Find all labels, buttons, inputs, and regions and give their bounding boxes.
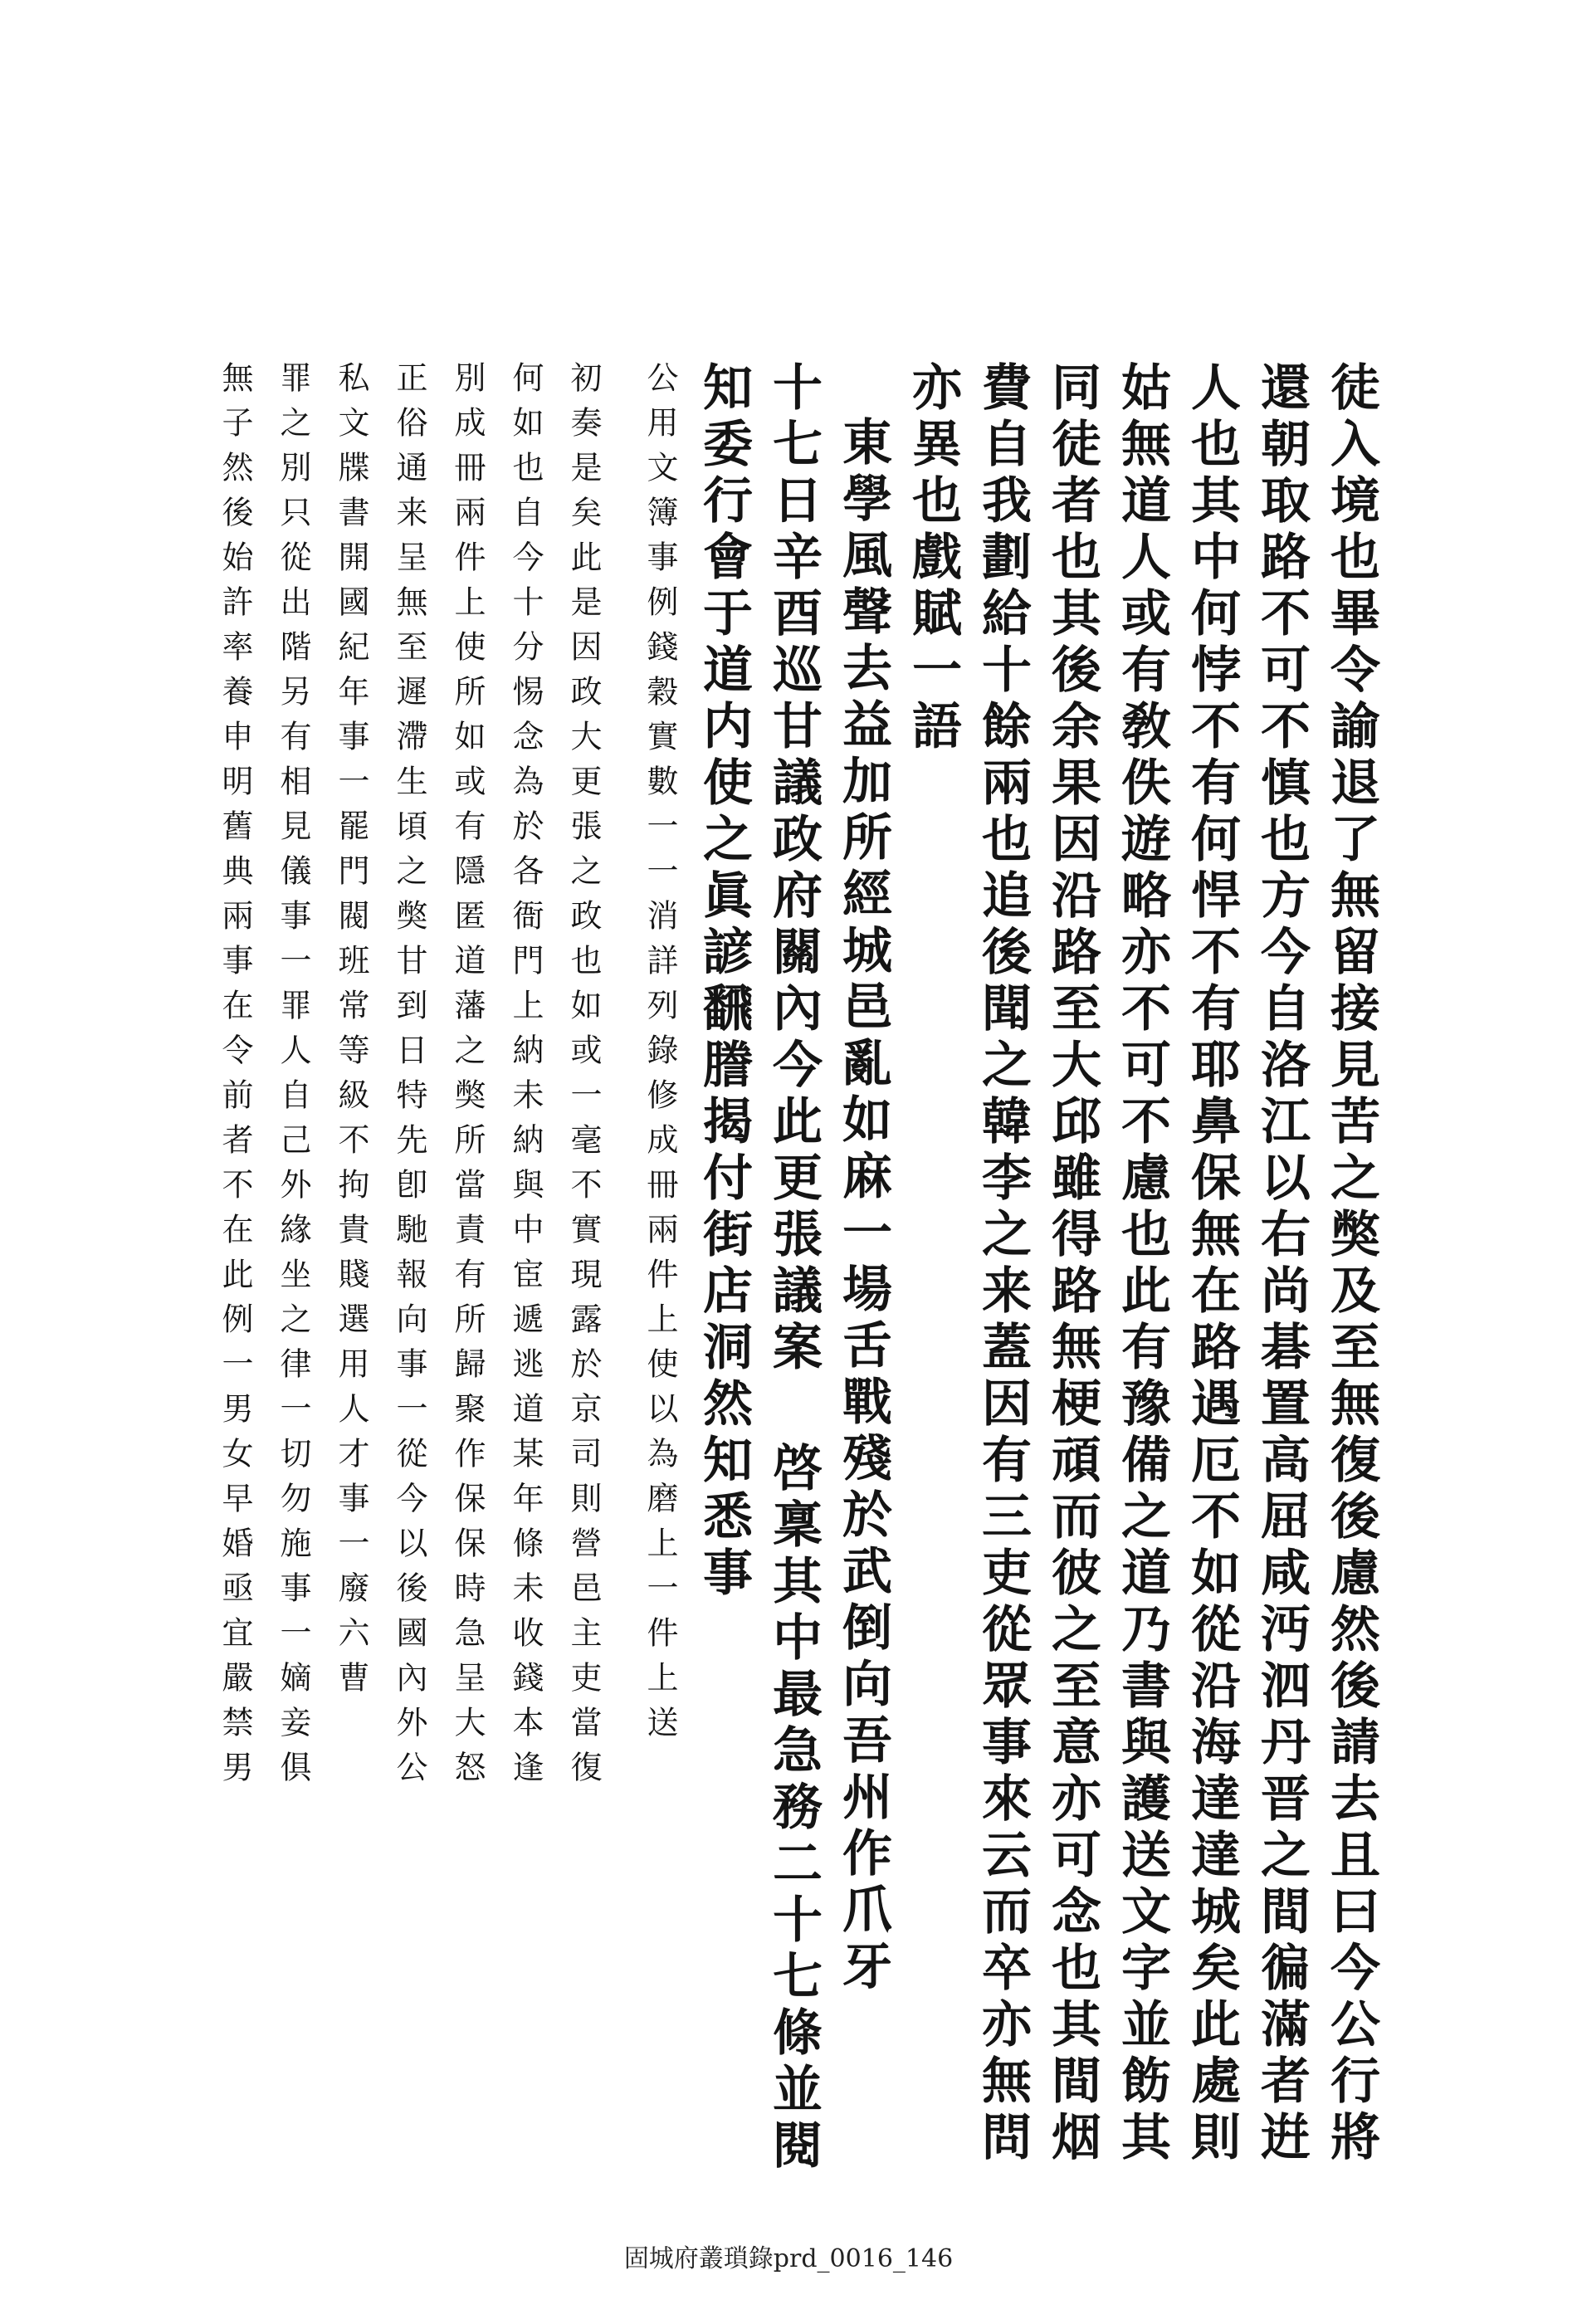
text-column-10: 知委行會于道内使之眞諺飜謄揭付街店洞然知悉事 [695, 361, 753, 1603]
manuscript-text-block [206, 361, 1386, 2175]
text-column-9: 十七日辛酉巡甘議政府關內今此更張議案 啓稟其中最急務二十七條並閱 [764, 361, 823, 2175]
note-column-3: 何如也自今十分惕念為於各衙門上納未納與中宦遞逃道某年條未收錢本逢 [507, 361, 544, 1795]
text-column-3: 人也其中何悖不有何悍不有耶鼻保無在路遇厄不如從沿海達達城矣此處則 [1183, 361, 1241, 2167]
page-caption: 固城府叢瑣錄prd_0016_146 [623, 2244, 954, 2273]
text-column-6: 費自我劃給十餘兩也追後聞之韓李之来蓋因有三吏從眾事來云而卒亦無問 [974, 361, 1032, 2167]
note-column-6: 私文牒書開國紀年事一罷門閥班常等級不拘貴賤選用人才事一廢六曹 [333, 361, 369, 1706]
note-column-5: 正俗通来呈無至遲滯生頃之獘甘到日特先卽馳報向事一從今以後國內外公 [391, 361, 427, 1795]
text-column-4: 姑無道人或有敎佚遊略亦不可不慮也此有豫備之道乃書與護送文字並飭其 [1113, 361, 1171, 2167]
text-column-5: 同徒者也其後余果因沿路至大邱雖得路無梗頑而彼之至意亦可念也其間烟 [1043, 361, 1101, 2167]
text-column-7: 亦異也戲賦一語 [904, 361, 962, 756]
text-column-1: 徒入境也畢令諭退了無留接見苦之獘及至無復後慮然後請去且曰今公行將 [1322, 361, 1380, 2167]
note-column-1: 公用文簿事例錢穀實數一一消詳列錄修成冊兩件上使以為磨上一件上送 [642, 361, 678, 1750]
note-column-4: 別成冊兩件上使所如或有隱匿道藩之獘所當責有所歸聚作保保時急呈大怒 [449, 361, 486, 1795]
poem-column: 東學風聲去益加所經城邑亂如麻一場舌戰殘於武倒向吾州作爪牙 [834, 416, 892, 1996]
note-column-2: 初奏是矣此是因政大更張之政也如或一毫不實現露於京司則營邑主吏當復 [565, 361, 602, 1795]
note-column-8: 無子然後始許率養申明舊典兩事在令前者不在此例一男女早婚亟宜嚴禁男 [217, 361, 253, 1795]
text-column-2: 還朝取路不可不慎也方今自洛江以右尚碁置高屈咸沔泗丹晋之間徧滿者逬 [1252, 361, 1311, 2167]
note-column-7: 罪之別只從出階另有相見儀事一罪人自己外緣坐之律一切勿施事一嫡妾俱 [275, 361, 311, 1795]
